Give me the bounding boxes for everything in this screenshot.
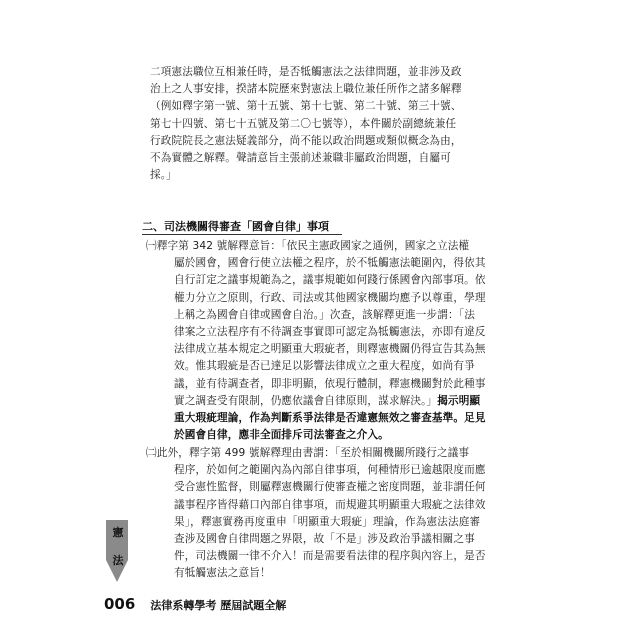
text-line: 法律成立基本規定之明顯重大瑕疵者，則釋憲機關仍得宣告其為無 (174, 343, 486, 356)
side-tab-char: 憲 (112, 526, 124, 539)
text-line: 程序，於如何之範圍內為內部自律事項，何種情形已逾越限度而應 (174, 464, 486, 477)
text-line: 上稱之為國會自律或國會自治。」次查，該解釋更進一步謂：「法 (174, 308, 475, 321)
text-line: 查涉及國會自律問題之界限，故「不是」涉及政治爭議相關之事 (174, 532, 475, 545)
bold-text-line: 重大瑕疵理論，作為判斷系爭法律是否違憲無效之審查基準。足見 (174, 411, 486, 424)
text-line: 第七十四號、第七十五號及第二〇七號等），本件關於副總統兼任 (150, 117, 457, 130)
text-line: 效。惟其瑕疵是否已達足以影響法律成立之重大程度，如尚有爭 (174, 360, 475, 373)
text-line: 治上之人事安排，揆諸本院歷來對憲法上職位兼任所作之諸多解釋 (150, 83, 462, 96)
text-line: 受合憲性監督，則屬釋憲機關行使審查權之密度問題，並非謂任何 (174, 481, 486, 494)
text-line: 二項憲法職位互相兼任時，是否牴觸憲法之法律問題，並非涉及政 (150, 66, 462, 78)
section-heading: 二、司法機關得審查「國會自律」事項 (142, 220, 329, 233)
text-line: 件，司法機關一律不介入！而是需要看法律的程序與內容上，是否 (174, 550, 486, 563)
text-line: ㈠釋字第 342 號解釋意旨：「依民主憲政國家之通例，國家之立法權 (146, 240, 470, 252)
page-footer (104, 594, 286, 613)
side-tab-char: 法 (112, 554, 124, 567)
bold-text-line: 於國會自律，應非全面排斥司法審查之介入。 (174, 429, 389, 442)
book-title: 法律系轉學考 歷屆試題全解 (150, 599, 287, 612)
text-line: （例如釋字第一號、第十五號、第十七號、第二十號、第三十號、 (150, 100, 462, 113)
text-line: 議，並有待調查者，即非明顯，依現行體制，釋憲機關對於此種事 (174, 377, 486, 390)
text-line: 律案之立法程序有不待調查事實即可認定為牴觸憲法，亦即有違反 (174, 325, 486, 338)
text-line: 屬於國會，國會行使立法權之程序，於不牴觸憲法範圍內，得依其 (174, 257, 486, 270)
text-span: 實之調查受有限制，仍應依議會自律原則，謀求解決。」 (174, 394, 438, 407)
page-number: 006 (104, 595, 136, 613)
text-line (146, 393, 502, 410)
text-line: 權力分立之原則，行政、司法或其他國家機關均應予以尊重，學理 (174, 291, 486, 304)
text-line: ㈡此外，釋字第 499 號解釋理由書謂：「至於相關機關所踐行之議事 (146, 447, 470, 459)
text-line: 議事程序皆得藉口內部自律事項，而規避其明顯重大瑕疵之法律效 (174, 498, 486, 511)
text-line: 果」，釋憲實務再度重申「明顯重大瑕疵」理論，作為憲法法庭審 (174, 515, 481, 528)
paragraph-continued (150, 64, 502, 184)
paragraph-interpretation-342 (146, 238, 502, 444)
text-line: 行政院院長之憲法疑義部分，尚不能以政治問題或類似概念為由， (150, 134, 462, 147)
text-line: 有牴觸憲法之意旨！ (174, 567, 271, 580)
heading-underline (142, 234, 342, 235)
bold-text-span: 揭示明顯 (437, 394, 481, 407)
text-line: 不為實體之解釋。聲請意旨主張前述兼職非屬政治問題，自屬可 (150, 151, 451, 164)
text-line: 採。」 (150, 169, 177, 182)
text-line: 自行訂定之議事規範為之，議事規範如何踐行係國會內部事項。依 (174, 274, 486, 287)
paragraph-interpretation-499 (146, 445, 502, 583)
